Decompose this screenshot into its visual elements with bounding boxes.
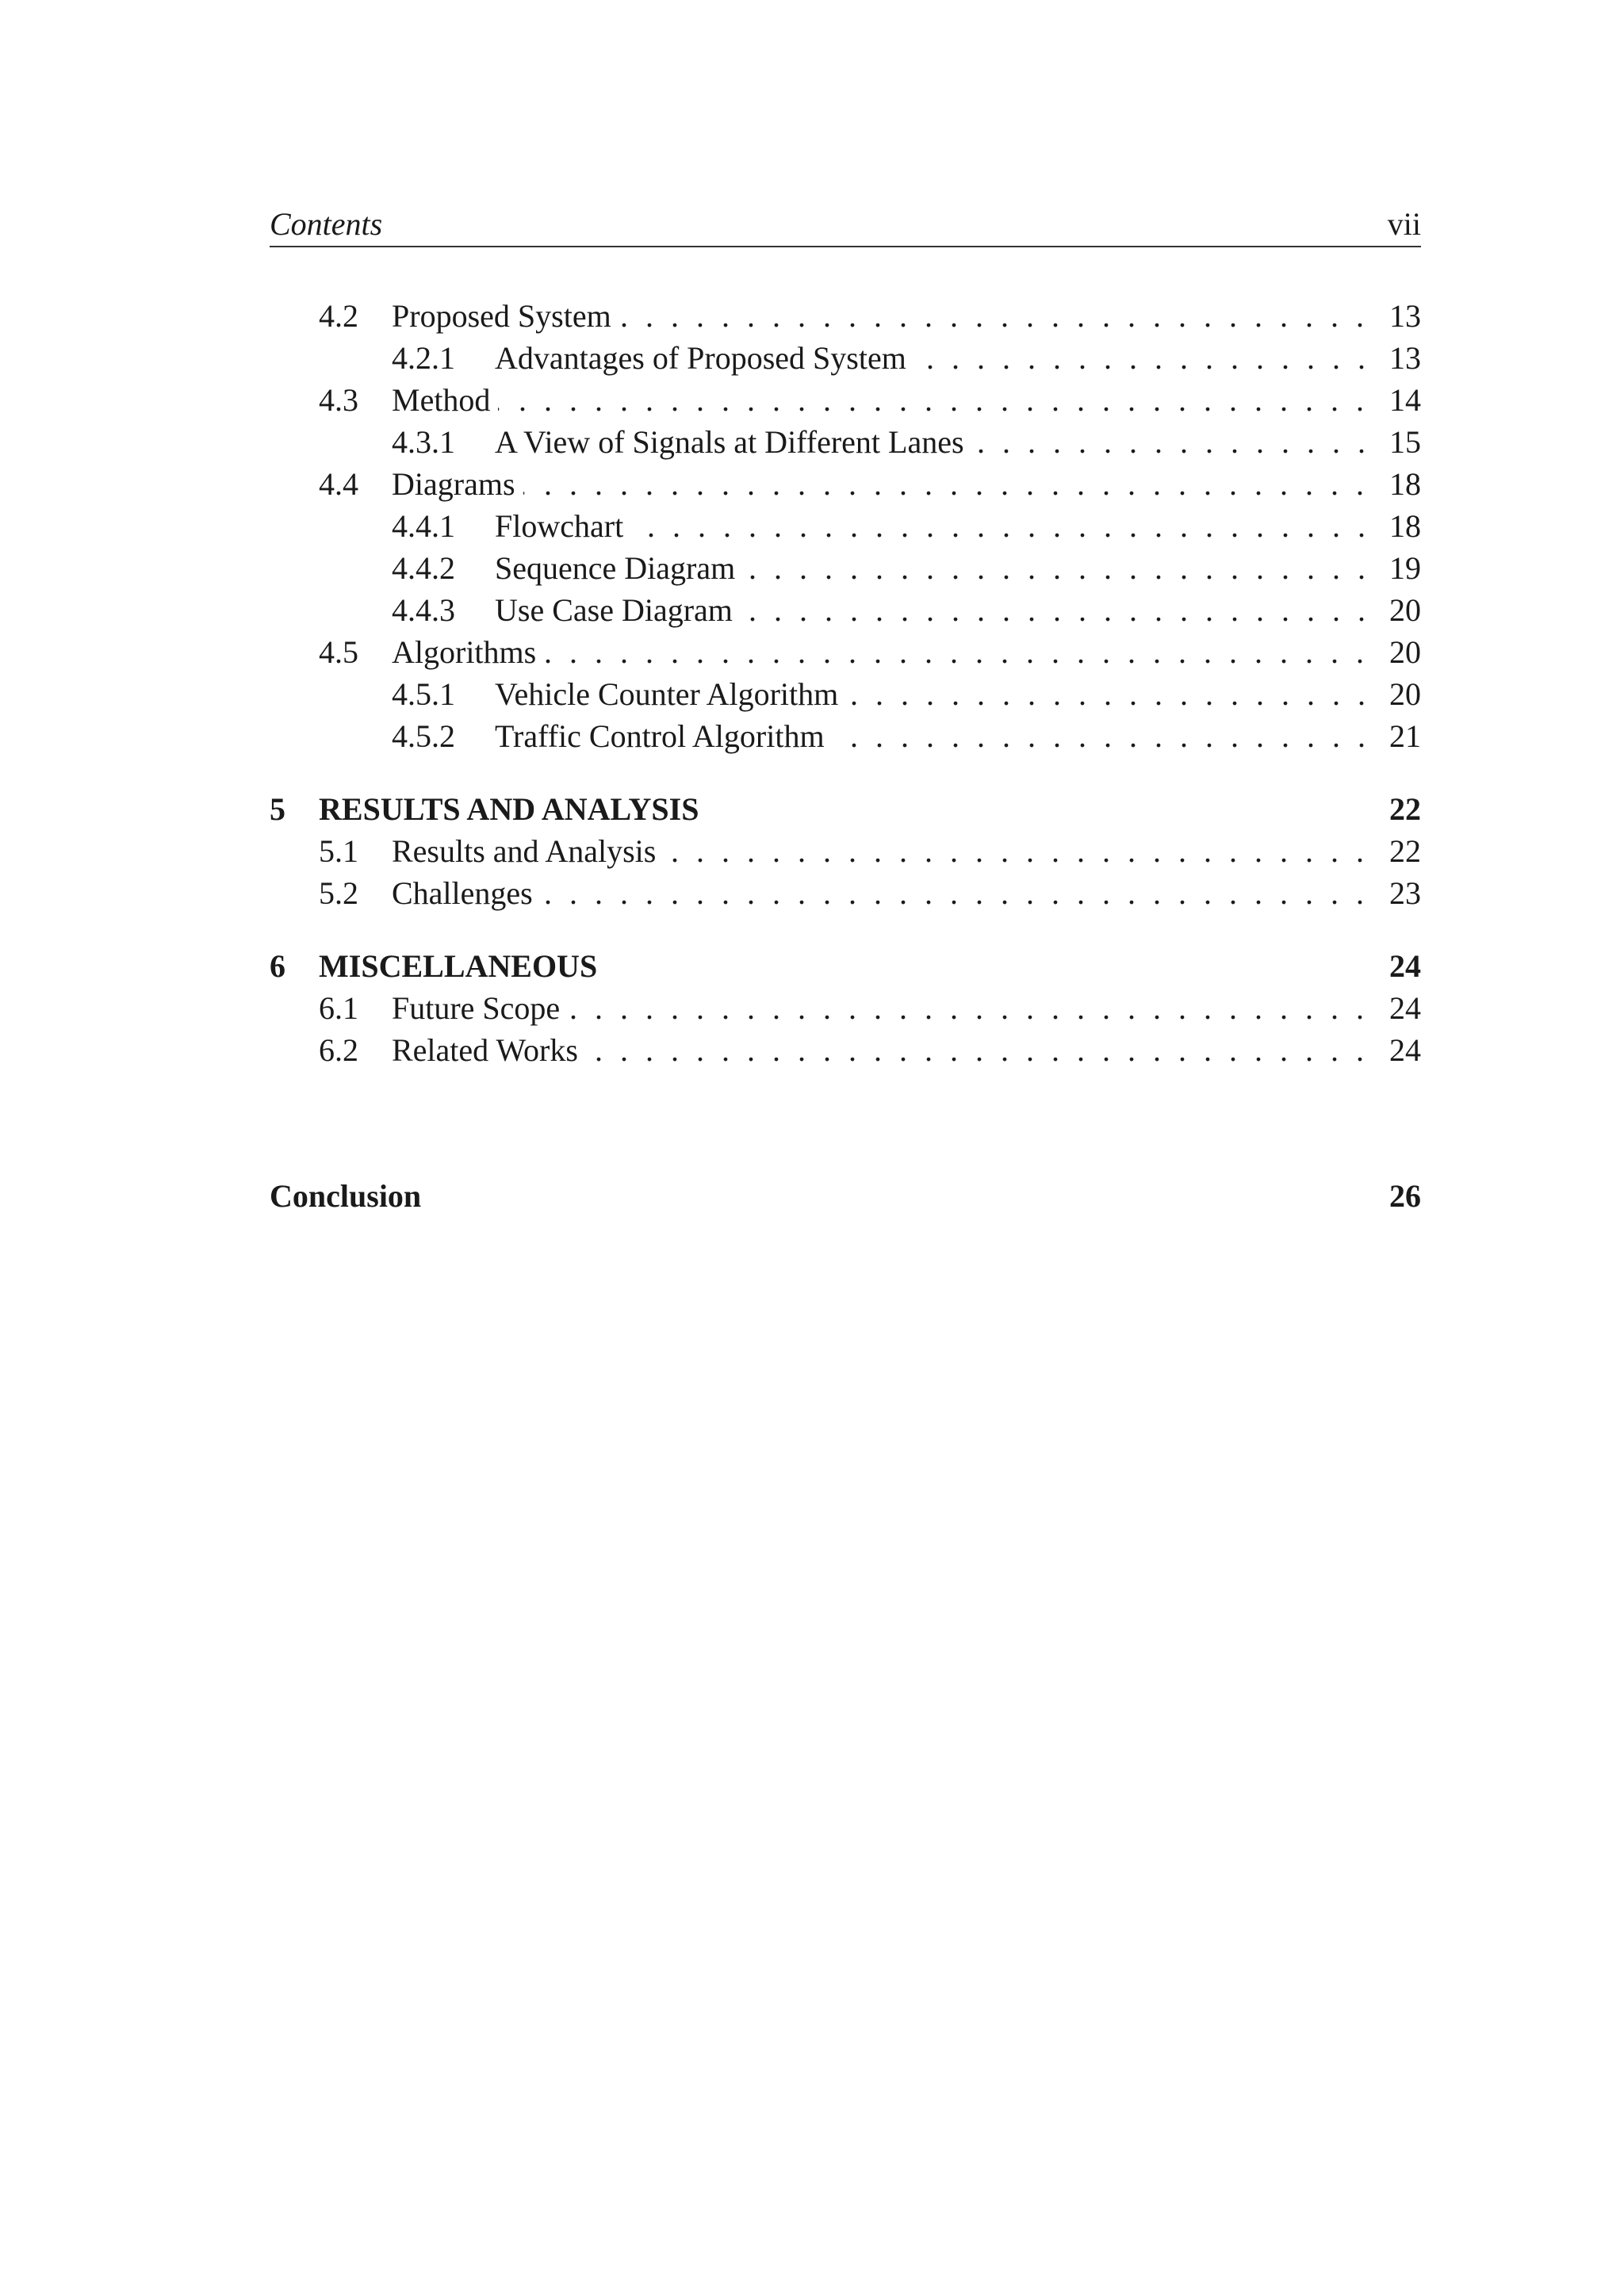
toc-entry-number: 4.4.1 — [392, 508, 455, 544]
toc-entry-4-5-2[interactable] — [270, 715, 1421, 757]
toc-entry-6-1[interactable] — [270, 987, 1421, 1029]
toc-entry-page: 15 — [1389, 424, 1421, 460]
header-title: Contents — [270, 206, 383, 242]
toc-entry-title: Related Works — [392, 1029, 586, 1071]
toc-entry-page: 19 — [1389, 550, 1421, 586]
toc-entry-number: 4.2 — [319, 298, 358, 334]
toc-entry-4-2-1[interactable] — [270, 337, 1421, 379]
toc-entry-number: 4.5 — [319, 634, 358, 670]
toc-entry-number: 6.2 — [319, 1032, 358, 1068]
toc-entry-title: Diagrams — [392, 463, 523, 505]
toc-entry-number: 4.5.1 — [392, 676, 455, 712]
toc-chapter-title: MISCELLANEOUS — [319, 945, 605, 987]
table-of-contents — [270, 295, 1421, 1217]
toc-entry-title: Flowchart — [495, 505, 631, 547]
header-page-number: vii — [1387, 206, 1421, 242]
running-header — [270, 203, 1421, 247]
toc-chapter-page: 24 — [1389, 948, 1421, 984]
toc-chapter-number: 6 — [270, 948, 285, 984]
toc-entry-4-4[interactable] — [270, 463, 1421, 505]
toc-entry-4-5[interactable] — [270, 631, 1421, 673]
toc-entry-4-4-2[interactable] — [270, 547, 1421, 589]
toc-entry-page: 18 — [1389, 508, 1421, 544]
toc-entry-title: A View of Signals at Different Lanes — [495, 421, 972, 463]
toc-entry-number: 4.3 — [319, 382, 358, 418]
toc-entry-4-4-3[interactable] — [270, 589, 1421, 631]
toc-entry-page: 20 — [1389, 592, 1421, 628]
toc-entry-title: Proposed System — [392, 295, 619, 337]
dot-leader — [392, 379, 1364, 421]
toc-entry-title: Use Case Diagram — [495, 589, 741, 631]
toc-entry-number: 6.1 — [319, 990, 358, 1026]
toc-entry-page: 13 — [1389, 298, 1421, 334]
toc-entry-page: 20 — [1389, 676, 1421, 712]
toc-entry-title: Future Scope — [392, 987, 568, 1029]
toc-entry-title: Challenges — [392, 872, 541, 914]
toc-entry-number: 4.5.2 — [392, 718, 455, 754]
toc-chapter-5[interactable] — [270, 788, 1421, 830]
toc-chapter-6[interactable] — [270, 945, 1421, 987]
toc-entry-page: 21 — [1389, 718, 1421, 754]
toc-entry-page: 22 — [1389, 833, 1421, 869]
toc-entry-title: Sequence Diagram — [495, 547, 743, 589]
toc-entry-6-2[interactable] — [270, 1029, 1421, 1071]
toc-entry-number: 4.4.2 — [392, 550, 455, 586]
toc-entry-title: Vehicle Counter Algorithm — [495, 673, 846, 715]
toc-entry-number: 4.4 — [319, 466, 358, 502]
toc-chapter-title: RESULTS AND ANALYSIS — [319, 788, 707, 830]
toc-entry-page: 20 — [1389, 634, 1421, 670]
toc-conclusion-page: 26 — [1389, 1178, 1421, 1214]
toc-conclusion-title: Conclusion — [270, 1175, 429, 1217]
toc-entry-page: 13 — [1389, 340, 1421, 376]
toc-entry-4-3-1[interactable] — [270, 421, 1421, 463]
toc-entry-number: 4.3.1 — [392, 424, 455, 460]
toc-entry-title: Method — [392, 379, 498, 421]
toc-entry-title: Results and Analysis — [392, 830, 664, 872]
toc-entry-4-2[interactable] — [270, 295, 1421, 337]
toc-entry-title: Advantages of Proposed System — [495, 337, 914, 379]
toc-entry-page: 23 — [1389, 875, 1421, 911]
toc-entry-title: Traffic Control Algorithm — [495, 715, 833, 757]
toc-chapter-number: 5 — [270, 791, 285, 827]
toc-entry-page: 24 — [1389, 990, 1421, 1026]
toc-entry-page: 24 — [1389, 1032, 1421, 1068]
toc-entry-5-1[interactable] — [270, 830, 1421, 872]
toc-entry-4-4-1[interactable] — [270, 505, 1421, 547]
toc-entry-page: 14 — [1389, 382, 1421, 418]
toc-entry-4-3[interactable] — [270, 379, 1421, 421]
toc-entry-4-5-1[interactable] — [270, 673, 1421, 715]
toc-chapter-page: 22 — [1389, 791, 1421, 827]
toc-entry-number: 4.2.1 — [392, 340, 455, 376]
toc-entry-5-2[interactable] — [270, 872, 1421, 914]
toc-entry-number: 5.1 — [319, 833, 358, 869]
toc-entry-number: 4.4.3 — [392, 592, 455, 628]
toc-entry-number: 5.2 — [319, 875, 358, 911]
toc-entry-page: 18 — [1389, 466, 1421, 502]
toc-conclusion[interactable] — [270, 1175, 1421, 1217]
toc-entry-title: Algorithms — [392, 631, 544, 673]
dot-leader — [392, 463, 1364, 505]
